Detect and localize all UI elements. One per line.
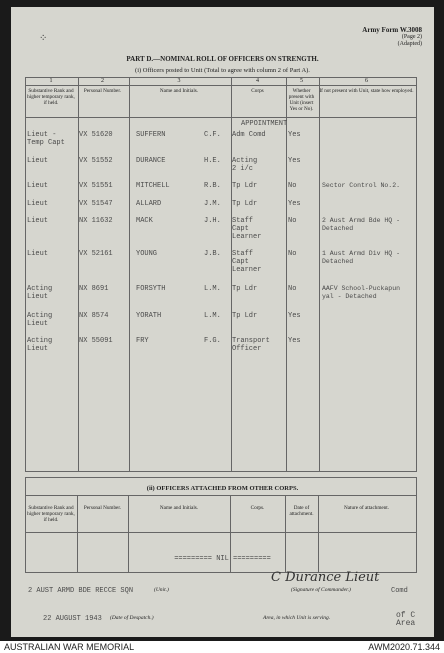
row-rank: Lieut - Temp Capt [27,131,65,147]
form-id [362,27,422,48]
row-present: No [288,285,297,293]
row-employment: 1 Aust Armd Div HQ - Detached [322,250,401,265]
row-present: Yes [288,131,301,139]
date-label: (Date of Despatch.) [110,615,154,621]
row-name: YORATH [136,312,162,320]
row-personal-number: NX 8691 [79,285,109,293]
unit-name: 2 AUST ARMD BDE RECCE SQN [28,587,134,595]
row-corps: Acting 2 i/c [232,157,258,173]
form-adapted: (Adapted) [397,41,422,47]
row-personal-number: VX 52161 [79,250,113,258]
credit-left: AUSTRALIAN WAR MEMORIAL [4,642,135,652]
row-name: SUFFERN [136,131,166,139]
form-name: Army Form W.3008 [362,26,422,34]
section-2-title: (ii) OFFICERS ATTACHED FROM OTHER CORPS. [146,485,299,492]
row-initials: C.F. [204,131,221,139]
area-label: Area, in which Unit is serving. [263,615,331,621]
row-name: ALLARD [136,200,162,208]
row-initials: F.G. [204,337,221,345]
row-initials: L.M. [204,312,221,320]
row-initials: H.E. [204,157,221,165]
row-initials: J.H. [204,217,221,225]
attached-column-header: Substantive Rank and higher temporary rank, if held. [27,505,75,523]
row-rank: Acting Lieut [27,337,53,353]
column-header: Substantive Rank and higher temporary rank, if held. [27,88,75,106]
row-employment: AAFV School-Puckapun yal - Detached [322,285,401,300]
hole-punch-marks: ⁘ [39,33,48,44]
row-rank: Lieut [27,250,49,258]
row-initials: J.B. [204,250,221,258]
row-rank: Lieut [27,182,49,190]
attached-column-header: Nature of attachment. [343,505,390,511]
column-header: Personal Number. [83,88,122,94]
row-present: Yes [288,337,301,345]
column-number: 6 [365,78,368,84]
row-corps: Transport Officer [232,337,270,353]
row-employment: 2 Aust Armd Bde HQ - Detached [322,217,401,232]
unit-label: (Unit.) [154,587,169,593]
signature-label: (Signature of Commander.) [291,587,351,593]
row-name: MACK [136,217,153,225]
row-corps: Tp Ldr [232,182,258,190]
area-value: of C Area [396,611,416,628]
column-header: Whether present with Unit (insert Yes or No). [288,88,315,112]
form-page-number: (Page 2) [401,34,422,40]
row-name: FORSYTH [136,285,166,293]
row-personal-number: NX 11632 [79,217,113,225]
row-rank: Lieut [27,200,49,208]
part-subtitle: (i) Officers posted to Unit (Total to agree with column 2 of Part A). [135,67,310,74]
attached-column-header: Date of attachment. [289,505,314,517]
row-present: No [288,182,297,190]
row-corps: Tp Ldr [232,200,258,208]
row-initials: R.B. [204,182,221,190]
row-personal-number: VX 51552 [79,157,113,165]
row-corps: Staff Capt Learner [232,250,262,274]
row-name: YOUNG [136,250,158,258]
column-number: 5 [300,78,303,84]
column-header: If not present with Unit, state how employed. [319,88,414,94]
nil-entry: ========= NIL ========= [174,555,271,563]
row-personal-number: VX 51551 [79,182,113,190]
row-present: Yes [288,312,301,320]
attached-column-header: Name and Initials. [159,505,199,511]
row-corps: Tp Ldr [232,285,258,293]
commander-title: Comd [391,587,408,595]
row-present: Yes [288,157,301,165]
appointment-heading: APPOINTMENT [241,120,288,128]
row-present: Yes [288,200,301,208]
row-rank: Lieut [27,217,49,225]
row-rank: Acting Lieut [27,312,53,328]
row-personal-number: NX 8574 [79,312,109,320]
column-number: 3 [177,78,181,84]
column-header: Corps [251,88,264,94]
row-corps: Adm Comd [232,131,266,139]
commander-signature: C Durance Lieut [271,570,380,585]
credit-right: AWM2020.71.344 [368,642,440,652]
row-rank: Lieut [27,157,49,165]
row-name: MITCHELL [136,182,170,190]
attached-column-header: Corps. [250,505,265,511]
attached-column-header: Personal Number. [83,505,122,511]
row-corps: Tp Ldr [232,312,258,320]
form-page [11,7,434,637]
row-personal-number: VX 51620 [79,131,113,139]
column-number: 4 [256,78,259,84]
row-employment: Sector Control No.2. [322,182,401,189]
row-present: No [288,217,297,225]
row-present: No [288,250,297,258]
row-initials: L.M. [204,285,221,293]
row-personal-number: NX 55091 [79,337,113,345]
row-rank: Acting Lieut [27,285,53,301]
row-initials: J.M. [204,200,221,208]
row-corps: Staff Capt Learner [232,217,262,241]
row-name: DURANCE [136,157,166,165]
row-personal-number: VX 51547 [79,200,113,208]
column-number: 1 [49,78,53,84]
despatch-date: 22 AUGUST 1943 [43,615,102,623]
column-number: 2 [101,78,104,84]
row-name: FRY [136,337,149,345]
column-header: Name and Initials. [159,88,199,94]
part-title: PART D.—NOMINAL ROLL OF OFFICERS ON STRENGTH. [126,55,319,63]
